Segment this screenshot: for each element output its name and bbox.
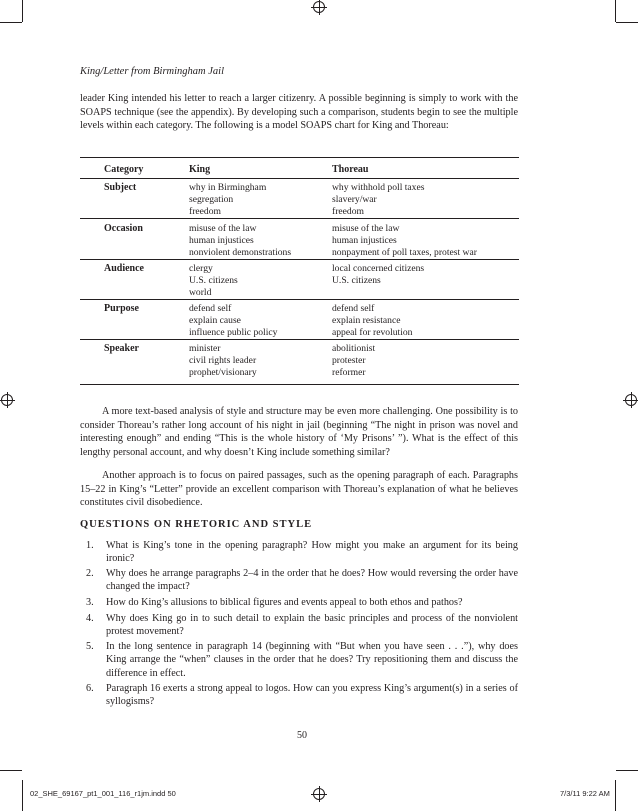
thoreau-cell: abolitionist — [332, 343, 376, 354]
king-cell: civil rights leader — [189, 354, 257, 366]
thoreau-cell: defend self — [332, 303, 375, 314]
thoreau-cell: U.S. citizens — [332, 274, 381, 286]
thoreau-cell: appeal for revolution — [332, 326, 413, 338]
king-cell: minister — [189, 343, 221, 354]
king-cell: influence public policy — [189, 326, 278, 338]
question-number: 2. — [86, 568, 94, 579]
king-cell: misuse of the law — [189, 223, 257, 234]
thoreau-cell: local concerned citizens — [332, 263, 425, 274]
question-item — [86, 682, 518, 709]
row-category: Subject — [104, 182, 137, 193]
thoreau-cell: reformer — [332, 366, 366, 378]
thoreau-cell: nonpayment of poll taxes, protest war — [332, 246, 477, 258]
question-text: Why does he arrange paragraphs 2–4 in the order that he does? How would reversing the order have changed the impact? — [106, 568, 518, 593]
question-item — [86, 567, 518, 594]
section-heading: QUESTIONS ON RHETORIC AND STYLE — [80, 519, 313, 530]
row-category: Speaker — [104, 343, 139, 354]
soaps-table — [80, 157, 519, 385]
question-number: 6. — [86, 683, 94, 694]
thoreau-cell: why withhold poll taxes — [332, 182, 425, 193]
king-cell: why in Birmingham — [189, 182, 267, 193]
question-item — [86, 612, 518, 639]
thoreau-cell: misuse of the law — [332, 223, 400, 234]
question-text: Paragraph 16 exerts a strong appeal to logos. How can you express King’s argument(s) in a series of syllogisms? — [106, 683, 518, 708]
question-number: 4. — [86, 613, 94, 624]
king-cell: segregation — [189, 193, 234, 205]
slug-timestamp: 7/3/11 9:22 AM — [560, 789, 610, 798]
body-paragraph: A more text-based analysis of style and structure may be even more challenging. One possibility is to consider Thoreau’s rather long account of his night in jail (beginning “The night in prison was novel and interesting enough” and ending “This is the whole history of ‘My Prisons’ ”). What is the effect of this lengthy personal account, and why doesn’t King include something similar? — [80, 406, 518, 458]
king-cell: explain cause — [189, 314, 241, 326]
question-text: What is King’s tone in the opening paragraph? How might you make an argument for its being ironic? — [106, 540, 518, 565]
question-text: Why does King go in to such detail to explain the basic principles and process of the nonviolent protest movement? — [106, 613, 518, 638]
intro-paragraph: leader King intended his letter to reach a larger citizenry. A possible beginning is simply to work with the SOAPS technique (see the appendix). By developing such a comparison, students begin to see the multiple levels within each category. The following is a model SOAPS chart for King and Thoreau: — [80, 93, 518, 132]
header-thoreau: Thoreau — [332, 164, 369, 175]
thoreau-cell: slavery/war — [332, 193, 377, 205]
question-number: 5. — [86, 641, 94, 652]
question-number: 3. — [86, 597, 94, 608]
king-cell: clergy — [189, 263, 213, 274]
body-paragraph: Another approach is to focus on paired passages, such as the opening paragraph of each. Paragraphs 15–22 in King’s “Letter” provide an excellent comparison with Thoreau’s explanation of what he believes constitutes civil disobedience. — [80, 470, 518, 509]
question-item — [86, 596, 518, 609]
king-cell: freedom — [189, 205, 221, 217]
king-cell: defend self — [189, 303, 232, 314]
page-number: 50 — [297, 730, 307, 741]
registration-mark-icon — [625, 394, 637, 406]
thoreau-cell: freedom — [332, 205, 364, 217]
registration-mark-icon — [313, 1, 325, 13]
thoreau-cell: human injustices — [332, 234, 397, 246]
registration-mark-icon — [1, 394, 13, 406]
thoreau-cell: explain resistance — [332, 314, 401, 326]
row-category: Purpose — [104, 303, 139, 314]
question-item — [86, 539, 518, 566]
registration-mark-icon — [313, 788, 325, 800]
king-cell: human injustices — [189, 234, 254, 246]
row-category: Audience — [104, 263, 144, 274]
king-cell: world — [189, 286, 212, 298]
header-category: Category — [104, 164, 144, 175]
header-king: King — [189, 164, 211, 175]
thoreau-cell: protester — [332, 354, 366, 366]
king-cell: U.S. citizens — [189, 274, 238, 286]
question-text: How do King’s allusions to biblical figures and events appeal to both ethos and pathos? — [106, 597, 463, 608]
row-category: Occasion — [104, 223, 143, 234]
king-cell: nonviolent demonstrations — [189, 246, 292, 258]
running-head: King/Letter from Birmingham Jail — [80, 66, 224, 77]
question-number: 1. — [86, 540, 94, 551]
question-item — [86, 640, 518, 680]
slug-file-info: 02_SHE_69167_pt1_001_116_r1jm.indd 50 — [30, 789, 176, 798]
question-text: In the long sentence in paragraph 14 (beginning with “But when you have seen . . .”), why does King arrange the “when” clauses in the order that he does? Try repositioning them and discuss the difference in effect. — [106, 641, 518, 679]
king-cell: prophet/visionary — [189, 366, 257, 378]
